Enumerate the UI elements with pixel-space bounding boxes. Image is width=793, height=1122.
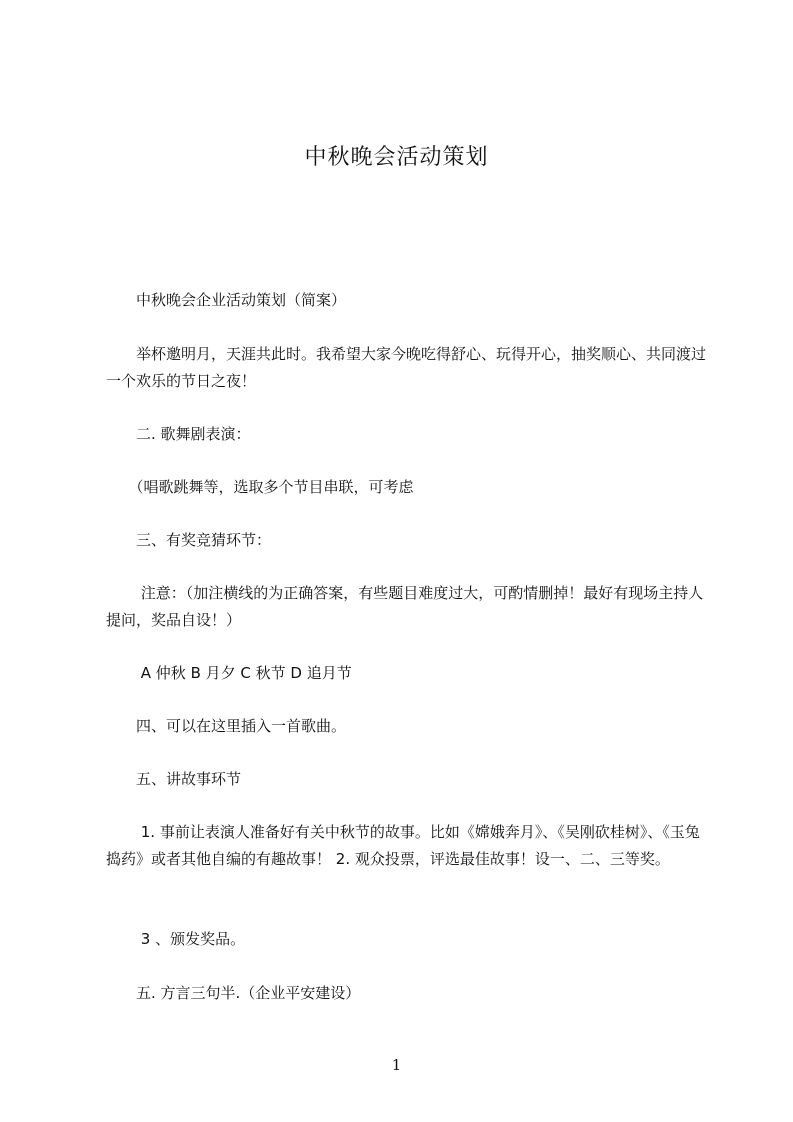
paragraph-story-details: 1. 事前让表演人准备好有关中秋节的故事。比如《嫦娥奔月》、《吴刚砍桂树》、《玉兔捣药》或者其他自编的有趣故事！ 2. 观众投票，评选最佳故事！设一、二、三等奖。: [106, 823, 700, 868]
paragraph-quiz-options: A 仲秋 B 月夕 C 秋节 D 追月节: [106, 664, 352, 682]
paragraph-note: 注意：（加注横线的为正确答案，有些题目难度过大，可酌情删掉！最好有现场主持人提问，奖品自设！）: [106, 584, 704, 629]
paragraph-section-two: 二. 歌舞剧表演：: [106, 425, 251, 443]
paragraph-section-five: 五、讲故事环节: [106, 770, 242, 788]
paragraph-section-three: 三、有奖竞猜环节：: [106, 531, 272, 549]
page-number: 1: [391, 1056, 402, 1074]
paragraph-intro-heading: 中秋晚会企业活动策划（简案）: [106, 291, 347, 309]
document-title: 中秋晚会活动策划: [304, 145, 489, 170]
paragraph-opening: 举杯邀明月，天涯共此时。我希望大家今晚吃得舒心、玩得开心，抽奖顺心、共同渡过一个欢乐的节日之夜！: [106, 345, 707, 390]
paragraph-section-two-detail: （唱歌跳舞等，选取多个节目串联，可考虑: [106, 478, 414, 496]
paragraph-dialect-performance: 五. 方言三句半.（企业平安建设）: [106, 984, 361, 1002]
paragraph-section-four: 四、可以在这里插入一首歌曲。: [106, 717, 347, 735]
paragraph-awards: 3 、颁发奖品。: [106, 930, 246, 948]
